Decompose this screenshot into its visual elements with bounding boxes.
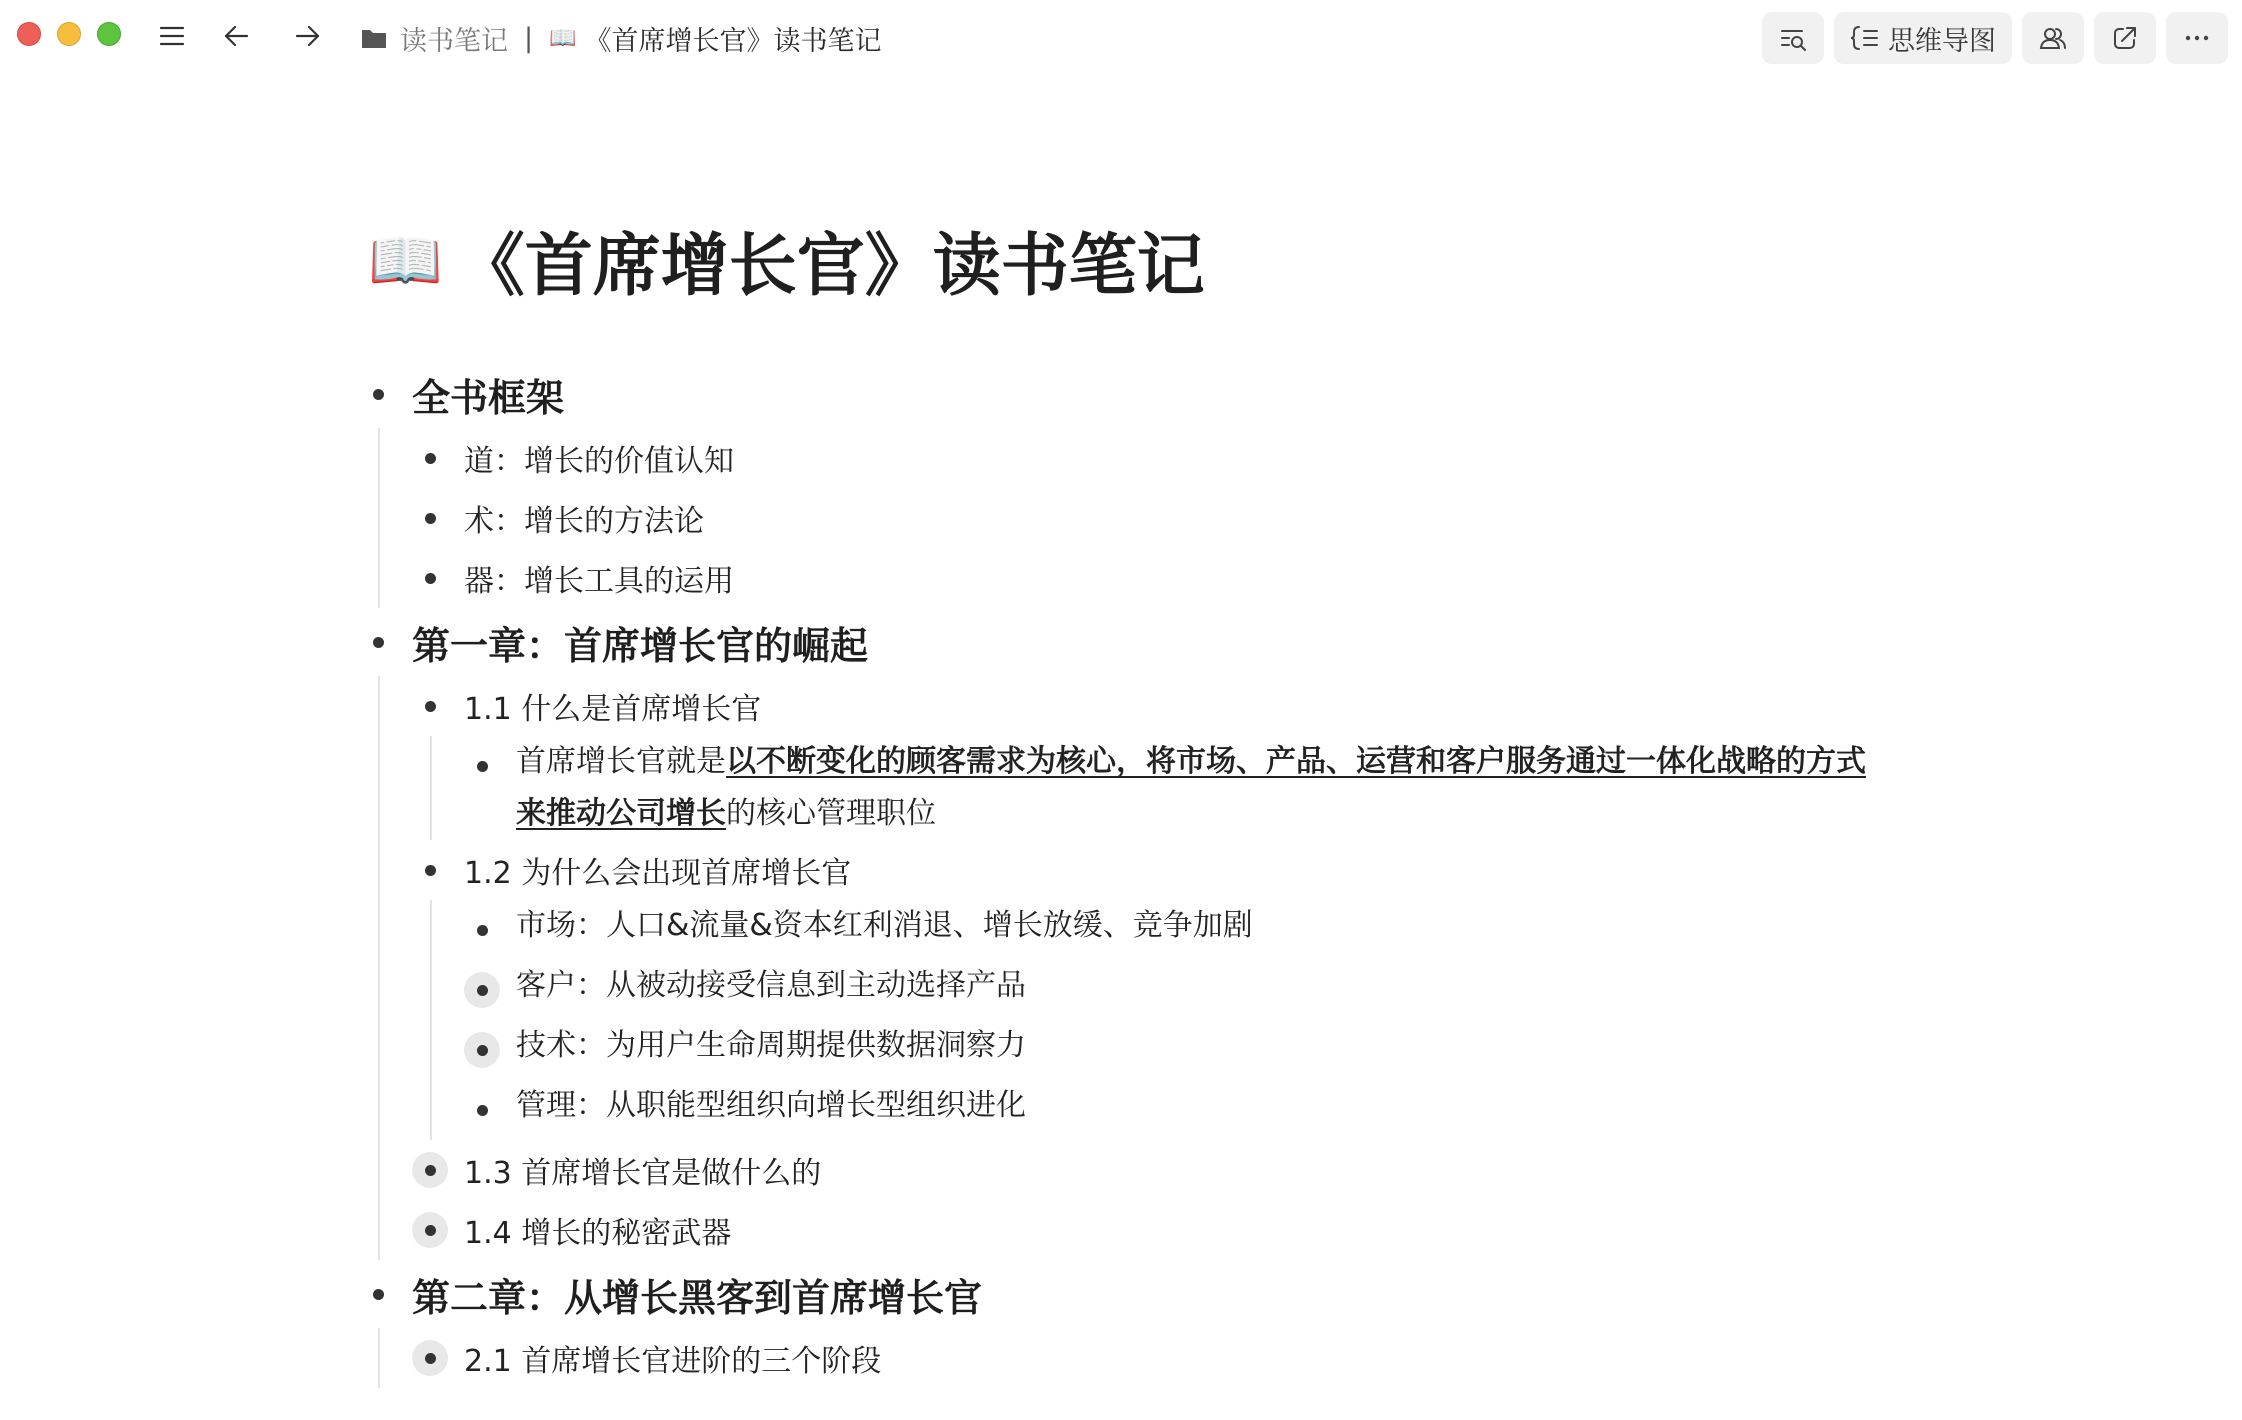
node-text[interactable]: 2.1 首席增长官进阶的三个阶段 [464, 1344, 882, 1379]
node-text[interactable]: 第一章：首席增长官的崛起 [412, 623, 869, 668]
node-text[interactable] [516, 736, 1880, 840]
share-button[interactable] [2094, 12, 2156, 64]
breadcrumb-separator: | [524, 22, 534, 54]
share-icon [2110, 23, 2140, 53]
bullet-handle[interactable] [412, 440, 448, 476]
list-item [412, 960, 1880, 1020]
bullet-handle-collapsed[interactable] [412, 1152, 448, 1188]
outline [360, 360, 1880, 1388]
bullet-handle[interactable] [412, 852, 448, 888]
definition-emphasis: 以不断变化的顾客需求为核心，将市场、产品、运营和客户服务通过一体化战略的方式来推动公司增长 [516, 744, 1866, 831]
list-item [360, 360, 1880, 608]
node-text[interactable]: 1.2 为什么会出现首席增长官 [464, 856, 852, 891]
node-text[interactable]: 术：增长的方法论 [464, 504, 704, 539]
folder-icon [360, 24, 388, 52]
bullet-handle-collapsed[interactable] [464, 1032, 500, 1068]
bullet-handle-collapsed[interactable] [412, 1212, 448, 1248]
bullet-handle[interactable] [360, 624, 396, 660]
definition-suffix: 的核心管理职位 [726, 796, 936, 831]
more-icon [2182, 23, 2212, 53]
window-minimize-button[interactable] [57, 22, 81, 46]
search-list-icon [1778, 23, 1808, 53]
breadcrumb-folder[interactable]: 读书笔记 [400, 25, 508, 57]
page-title[interactable] [368, 212, 1205, 309]
list-item [412, 900, 1880, 960]
list-item [412, 1080, 1880, 1140]
page-title-text: 《首席增长官》读书笔记 [456, 227, 1205, 306]
list-item [360, 1260, 1880, 1388]
list-item [360, 428, 1880, 488]
window-close-button[interactable] [17, 22, 41, 46]
node-text[interactable]: 全书框架 [412, 375, 565, 420]
node-text[interactable]: 客户：从被动接受信息到主动选择产品 [516, 968, 1026, 1003]
node-text[interactable]: 第二章：从增长黑客到首席增长官 [412, 1275, 983, 1320]
bullet-handle[interactable] [412, 560, 448, 596]
list-item [360, 488, 1880, 548]
mindmap-icon [1850, 23, 1880, 53]
window-zoom-button[interactable] [97, 22, 121, 46]
node-text[interactable]: 1.3 首席增长官是做什么的 [464, 1156, 822, 1191]
list-item [360, 548, 1880, 608]
list-item [360, 1200, 1880, 1260]
node-text[interactable]: 市场：人口&流量&资本红利消退、增长放缓、竞争加剧 [516, 908, 1253, 943]
node-text[interactable]: 1.4 增长的秘密武器 [464, 1216, 732, 1251]
list-item [412, 1020, 1880, 1080]
bullet-handle[interactable] [464, 1092, 500, 1128]
more-button[interactable] [2166, 12, 2228, 64]
list-item [360, 676, 1880, 840]
collaborate-button[interactable] [2022, 12, 2084, 64]
arrow-right-icon [293, 21, 323, 51]
node-text[interactable]: 管理：从职能型组织向增长型组织进化 [516, 1088, 1026, 1123]
top-bar [0, 0, 2242, 76]
bullet-handle[interactable] [464, 748, 500, 784]
bullet-handle-collapsed[interactable] [464, 972, 500, 1008]
sidebar-toggle-button[interactable] [150, 14, 194, 58]
bullet-handle[interactable] [464, 912, 500, 948]
mindmap-button[interactable] [1834, 12, 2012, 64]
breadcrumb [360, 16, 882, 60]
forward-button[interactable] [286, 14, 330, 58]
mindmap-label: 思维导图 [1888, 25, 1996, 57]
list-item [360, 840, 1880, 1140]
arrow-left-icon [221, 21, 251, 51]
bullet-handle[interactable] [360, 376, 396, 412]
list-item [360, 1328, 1880, 1388]
users-icon [2038, 23, 2068, 53]
breadcrumb-current[interactable]: 《首席增长官》读书笔记 [584, 25, 882, 57]
book-icon: 📖 [549, 25, 577, 51]
list-item [412, 736, 1880, 840]
definition-prefix: 首席增长官就是 [516, 744, 726, 779]
bullet-handle-collapsed[interactable] [412, 1340, 448, 1376]
node-text[interactable]: 器：增长工具的运用 [464, 564, 734, 599]
bullet-handle[interactable] [412, 500, 448, 536]
list-item [360, 608, 1880, 1260]
node-text[interactable]: 技术：为用户生命周期提供数据洞察力 [516, 1028, 1026, 1063]
book-icon: 📖 [368, 226, 443, 296]
back-button[interactable] [214, 14, 258, 58]
outline-search-button[interactable] [1762, 12, 1824, 64]
menu-icon [157, 21, 187, 51]
node-text[interactable]: 道：增长的价值认知 [464, 444, 734, 479]
node-text[interactable]: 1.1 什么是首席增长官 [464, 692, 762, 727]
bullet-handle[interactable] [412, 688, 448, 724]
bullet-handle[interactable] [360, 1276, 396, 1312]
list-item [360, 1140, 1880, 1200]
